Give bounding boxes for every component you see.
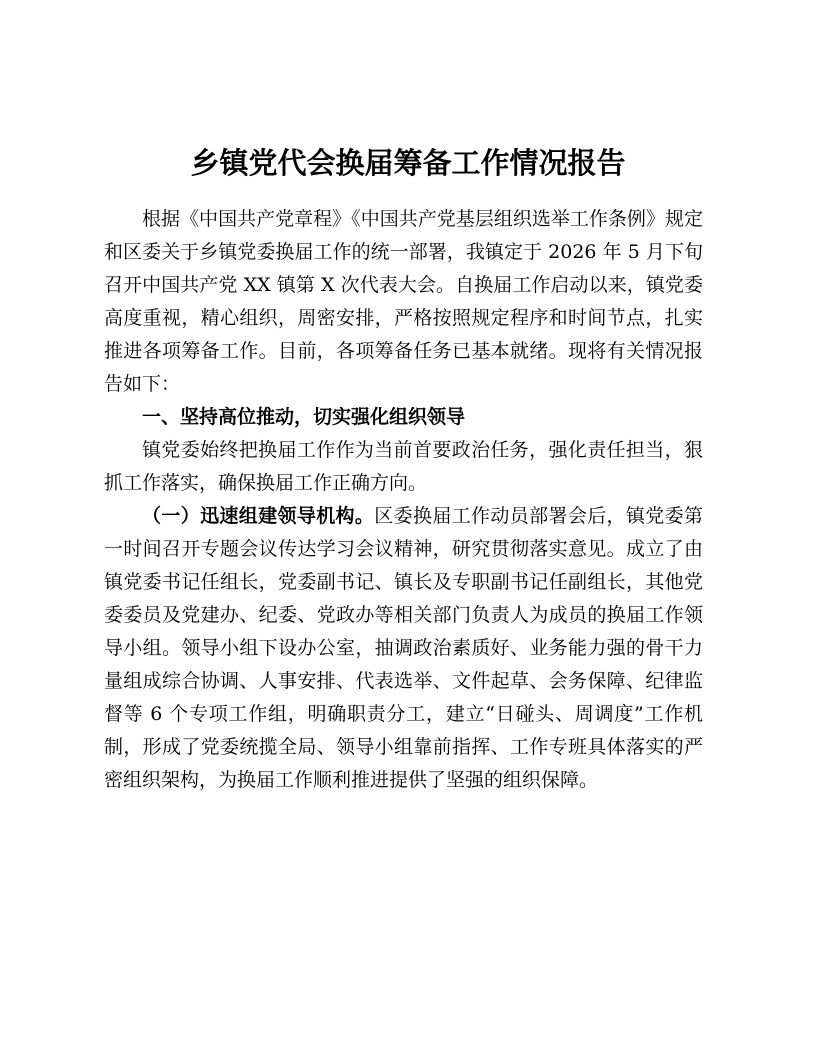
document-title: 乡镇党代会换届筹备工作情况报告: [190, 146, 626, 180]
document-body: [104, 203, 703, 797]
item-1-text: 区委换届工作动员部署会后，镇党委第一时间召开专题会议传达学习会议精神，研究贯彻落实意见。成立了由镇党委书记任组长，党委副书记、镇长及专职副书记任副组长，其他党委委员及党建办、纪委、党政办等相关部门负责人为成员的换届工作领导小组。领导小组下设办公室，抽调政治素质好、业务能力强的骨干力量组成综合协调、人事安排、代表选举、文件起草、会务保障、纪律监督等 6 个专项工作组，明确职责分工，建立“日碰头、周调度”工作机制，形成了党委统揽全局、领导小组靠前指挥、工作专班具体落实的严密组织架构，为换届工作顺利推进提供了坚强的组织保障。: [104, 505, 703, 791]
section-1-summary: 镇党委始终把换届工作作为当前首要政治任务，强化责任担当，狠抓工作落实，确保换届工作正确方向。: [104, 439, 703, 494]
section-1-heading: 一、坚持高位推动，切实强化组织领导: [142, 406, 466, 428]
item-1-lead: （一）迅速组建领导机构。: [142, 505, 375, 527]
intro-paragraph: 根据《中国共产党章程》《中国共产党基层组织选举工作条例》规定和区委关于乡镇党委换届工作的统一部署，我镇定于 2026 年 5 月下旬召开中国共产党 XX 镇第 X 次代表大会。自换届工作启动以来，镇党委高度重视，精心组织，周密安排，严格按照规定程序和时间节点，扎实推进各项筹备工作。目前，各项筹备任务已基本就绪。现将有关情况报告如下：: [104, 208, 703, 395]
section-1-item-1: [104, 500, 703, 797]
